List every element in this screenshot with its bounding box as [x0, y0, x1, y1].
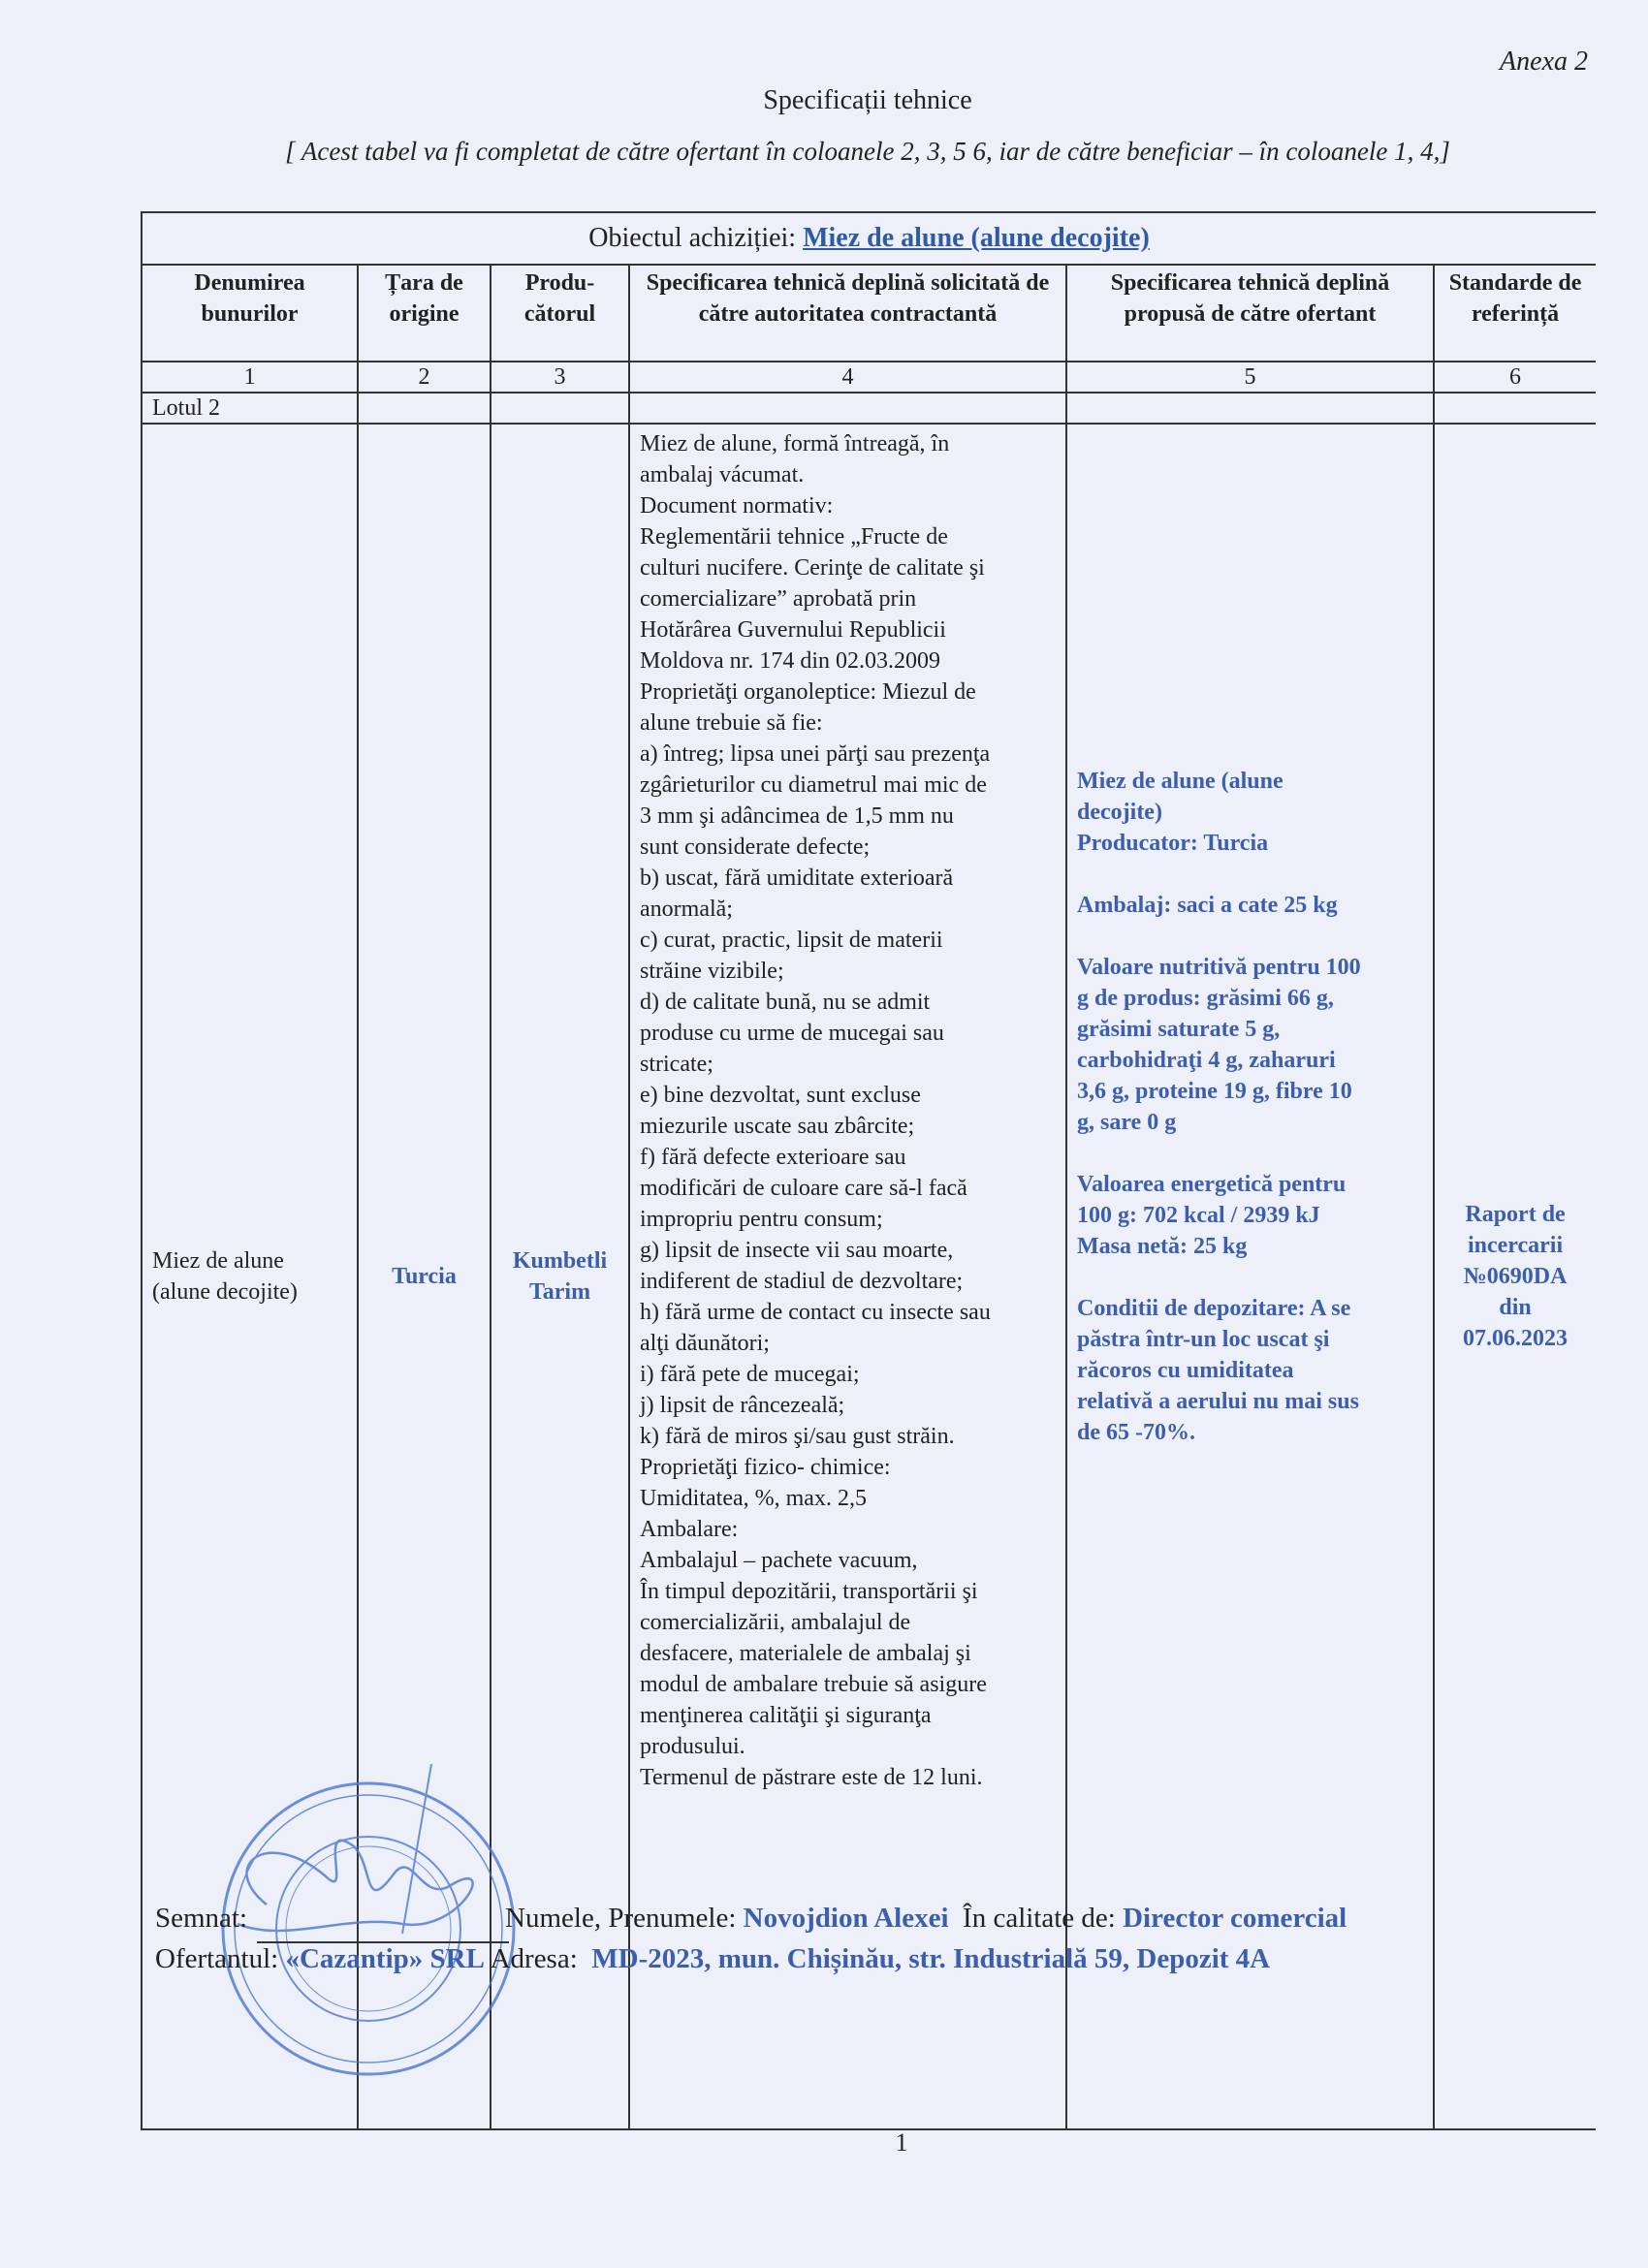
signature-line-1	[155, 1903, 1347, 1935]
text-line: grăsimi saturate 5 g,	[1077, 1017, 1281, 1042]
text-line: k) fără de miros şi/sau gust străin.	[640, 1424, 955, 1449]
annex-label: Anexa 2	[1500, 47, 1588, 77]
bidder-name: «Cazantip» SRL	[285, 1943, 485, 1974]
object-value-link[interactable]: Miez de alune (alune decojite)	[803, 223, 1150, 253]
text-line	[1077, 859, 1423, 890]
text-line: Valoare nutritivă pentru 100	[1077, 955, 1361, 980]
text-line: comercializării, ambalajul de	[640, 1610, 911, 1635]
text-line: ambalaj vácumat.	[640, 462, 805, 488]
col-number: 3	[491, 362, 629, 393]
text-line: comercializare” aprobată prin	[640, 586, 917, 612]
col-number: 4	[629, 362, 1066, 393]
text-line: de 65 -70%.	[1077, 1420, 1195, 1445]
text-line: desfacere, materialele de ambalaj şi	[640, 1641, 971, 1666]
text-line: a) întreg; lipsa unei părţi sau prezenţa	[640, 741, 991, 767]
text-line: din	[1499, 1295, 1532, 1320]
text-line: Miez de alune, formă întreagă, în	[640, 431, 950, 457]
text-line: carbohidraţi 4 g, zaharuri	[1077, 1048, 1336, 1073]
col-number: 2	[358, 362, 491, 393]
lot-label: Lotul 2	[142, 393, 358, 424]
text-line: Ambalajul – pachete vacuum,	[640, 1548, 918, 1573]
text-line: Hotărârea Guvernului Republicii	[640, 617, 946, 643]
instruction-note: [ Acest tabel va fi completat de către ofertant în coloanele 2, 3, 5 6, iar de către beneficiar – în coloanele 1, 4,]	[285, 137, 1450, 166]
bidder-line	[155, 1943, 1270, 1975]
requested-spec	[629, 424, 1066, 2129]
text-line: b) uscat, fără umiditate exterioară	[640, 866, 954, 891]
object-row	[142, 212, 1596, 265]
text-line: zgârieturilor cu diametrul mai mic de	[640, 772, 987, 798]
text-line: decojite)	[1077, 800, 1162, 825]
text-line: incercarii	[1467, 1233, 1564, 1258]
text-line: anormală;	[640, 897, 733, 922]
lot-row	[142, 393, 1596, 424]
text-line: alţi dăunători;	[640, 1331, 770, 1356]
goods-name: Miez de alune (alune decojite)	[142, 424, 358, 2129]
text-line: 07.06.2023	[1463, 1326, 1569, 1351]
text-line: Umiditatea, %, max. 2,5	[640, 1486, 867, 1511]
text-line: Document normativ:	[640, 493, 834, 519]
text-line: Masa netă: 25 kg	[1077, 1234, 1248, 1259]
name-label: Numele, Prenumele:	[505, 1903, 744, 1934]
text-line: 3 mm şi adâncimea de 1,5 mm nu	[640, 803, 954, 829]
text-line: produsului.	[640, 1734, 745, 1759]
text-line: culturi nucifere. Cerinţe de calitate şi	[640, 555, 985, 581]
page-number: 1	[895, 2128, 908, 2157]
object-label: Obiectul achiziției:	[588, 223, 804, 253]
signer-role: Director comercial	[1123, 1903, 1347, 1934]
text-line: c) curat, practic, lipsit de materii	[640, 928, 943, 953]
signed-label: Semnat:	[155, 1903, 248, 1934]
text-line: Conditii de depozitare: A se	[1077, 1296, 1351, 1321]
col-header-2: Țara de origine	[358, 265, 491, 362]
text-line: j) lipsit de râncezeală;	[640, 1393, 845, 1418]
text-line: Ambalaj: saci a cate 25 kg	[1077, 893, 1338, 918]
text-line: i) fără pete de mucegai;	[640, 1362, 860, 1387]
text-line: 100 g: 702 kcal / 2939 kJ	[1077, 1203, 1320, 1228]
text-line: sunt considerate defecte;	[640, 835, 871, 860]
text-line: păstra într-un loc uscat şi	[1077, 1327, 1330, 1352]
text-line	[1077, 1262, 1423, 1293]
text-line: 3,6 g, proteine 19 g, fibre 10	[1077, 1079, 1352, 1104]
col-number: 5	[1066, 362, 1434, 393]
text-line: h) fără urme de contact cu insecte sau	[640, 1300, 991, 1325]
country-of-origin: Turcia	[358, 424, 491, 2129]
col-header-5: Specificarea tehnică deplină propusă de către ofertant	[1066, 265, 1434, 362]
text-line: menţinerea calităţii şi siguranţa	[640, 1703, 932, 1728]
text-line: Valoarea energetică pentru	[1077, 1172, 1347, 1197]
offered-spec	[1066, 424, 1434, 2129]
col-number: 6	[1434, 362, 1596, 393]
text-line	[1077, 1138, 1423, 1169]
text-line: răcoros cu umiditatea	[1077, 1358, 1294, 1383]
text-line: străine vizibile;	[640, 959, 784, 984]
column-number-row	[142, 362, 1596, 393]
text-line: alune trebuie să fie:	[640, 710, 823, 736]
col-header-3: Produ-cătorul	[491, 265, 629, 362]
text-line: Moldova nr. 174 din 02.03.2009	[640, 648, 940, 674]
role-label: În calitate de:	[948, 1903, 1124, 1934]
text-line: Proprietăţi organoleptice: Miezul de	[640, 679, 976, 705]
text-line: Raport de	[1465, 1202, 1566, 1227]
text-line: g, sare 0 g	[1077, 1110, 1177, 1135]
text-line: Ambalare:	[640, 1517, 739, 1542]
text-line: produse cu urme de mucegai sau	[640, 1021, 944, 1046]
text-line: d) de calitate bună, nu se admit	[640, 990, 931, 1015]
text-line: Termenul de păstrare este de 12 luni.	[640, 1765, 983, 1790]
text-line	[1077, 921, 1423, 952]
text-line: miezurile uscate sau zbârcite;	[640, 1114, 915, 1139]
text-line: indiferent de stadiul de dezvoltare;	[640, 1269, 964, 1294]
text-line: f) fără defecte exterioare sau	[640, 1145, 906, 1170]
address-label: Adresa:	[484, 1943, 592, 1974]
text-line: Miez de alune (alune	[1077, 769, 1284, 794]
col-header-1: Denumirea bunurilor	[142, 265, 358, 362]
col-header-6: Standarde de referință	[1434, 265, 1596, 362]
text-line: stricate;	[640, 1052, 713, 1077]
text-line: №0690DA	[1463, 1264, 1568, 1289]
producer: Kumbetli Tarim	[491, 424, 629, 2129]
col-header-4: Specificarea tehnică deplină solicitată de către autoritatea contractantă	[629, 265, 1066, 362]
text-line: g de produs: grăsimi 66 g,	[1077, 986, 1334, 1011]
page-title: Specificații tehnice	[763, 85, 972, 115]
col-number: 1	[142, 362, 358, 393]
bidder-label: Ofertantul:	[155, 1943, 286, 1974]
text-line: Reglementării tehnice „Fructe de	[640, 524, 948, 550]
signer-name: Novojdion Alexei	[743, 1903, 949, 1934]
text-line: Proprietăţi fizico- chimice:	[640, 1455, 891, 1480]
text-line: modificări de culoare care să-l facă	[640, 1176, 967, 1201]
text-line: e) bine dezvoltat, sunt excluse	[640, 1083, 921, 1108]
text-line: relativă a aerului nu mai sus	[1077, 1389, 1359, 1414]
header-row	[142, 265, 1596, 362]
bidder-address: MD-2023, mun. Chișinău, str. Industrială 59, Depozit 4A	[591, 1943, 1271, 1974]
text-line: impropriu pentru consum;	[640, 1207, 883, 1232]
text-line: Producator: Turcia	[1077, 831, 1269, 856]
reference-standards	[1434, 424, 1596, 2129]
text-line: g) lipsit de insecte vii sau moarte,	[640, 1238, 954, 1263]
text-line: modul de ambalare trebuie să asigure	[640, 1672, 987, 1697]
text-line: În timpul depozitării, transportării şi	[640, 1579, 978, 1604]
